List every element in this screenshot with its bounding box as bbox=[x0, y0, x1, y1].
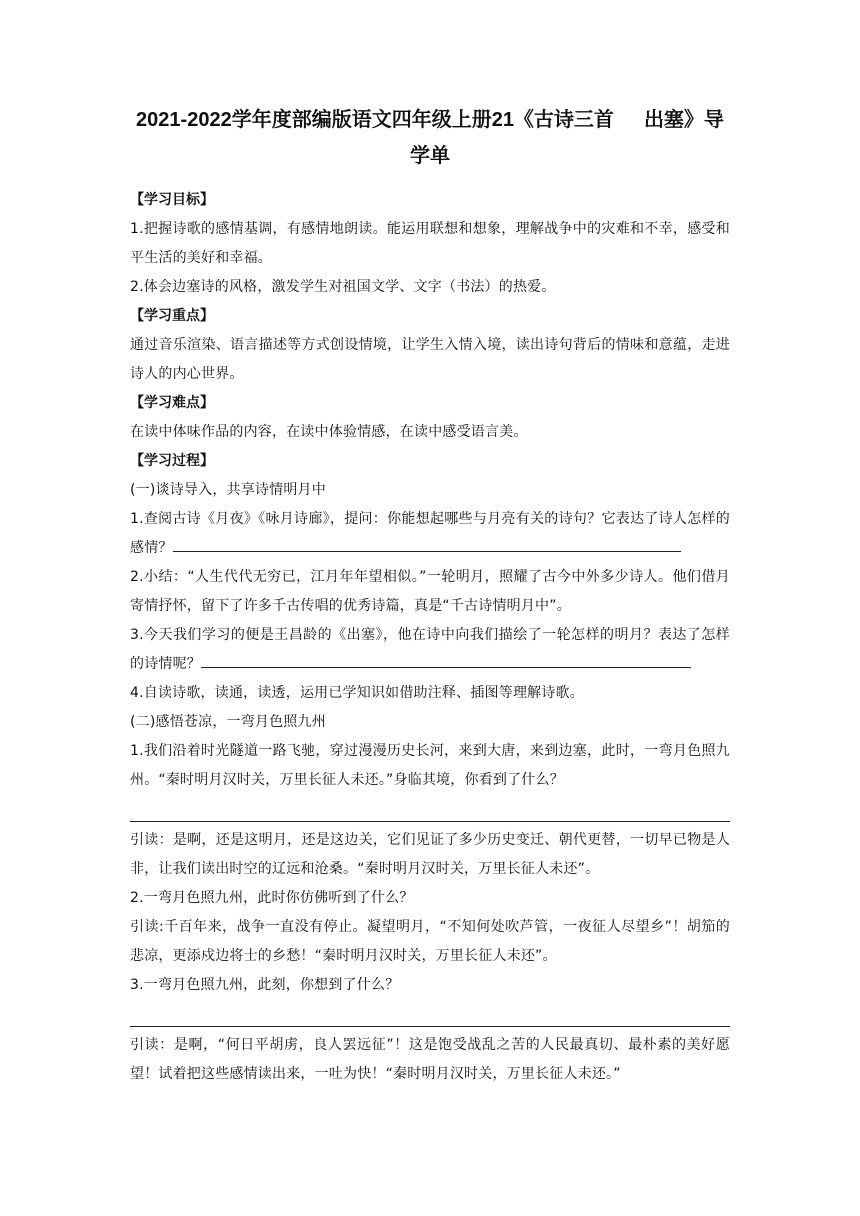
answer-blank-1-1[interactable] bbox=[173, 537, 681, 552]
goals-heading: 【学习目标】 bbox=[130, 192, 214, 208]
part2-heading: (二)感悟苍凉，一弯月色照九州 bbox=[130, 714, 326, 730]
goal-1: 1.把握诗歌的感情基调，有感情地朗读。能运用联想和想象，理解战争中的灾难和不幸，感受和平生活的美好和幸福。 bbox=[130, 221, 730, 266]
document-title bbox=[130, 102, 730, 174]
guide-2-3: 引读：是啊，“何日平胡虏，良人罢远征”！这是饱受战乱之苦的人民最真切、最朴素的美好愿望！试着把这些感情读出来，一吐为快！“秦时明月汉时关，万里长征人未还。” bbox=[130, 1037, 730, 1082]
guide-2-2: 引读:千百年来，战争一直没有停止。凝望明月，“不知何处吹芦管，一夜征人尽望乡”！胡笳的悲凉，更添戍边将士的乡愁！“秦时明月汉时关，万里长征人未还”。 bbox=[130, 919, 730, 964]
part1-heading: (一)谈诗导入，共享诗情明月中 bbox=[130, 482, 326, 498]
question-2-2: 2.一弯月色照九州，此时你仿佛听到了什么？ bbox=[130, 890, 414, 906]
question-1-3 bbox=[130, 621, 730, 679]
title-part1: 2021-2022学年度部编版语文四年级上册21《古诗三首 bbox=[136, 109, 614, 131]
answer-line-2-1[interactable] bbox=[130, 799, 730, 822]
answer-line-2-3[interactable] bbox=[130, 1004, 730, 1027]
difficulty-heading: 【学习难点】 bbox=[130, 395, 214, 411]
answer-blank-1-3[interactable] bbox=[201, 653, 691, 668]
title-line2: 学单 bbox=[410, 145, 450, 167]
difficulty-text: 在读中体味作品的内容，在读中体验情感，在读中感受语言美。 bbox=[130, 424, 528, 440]
goal-2: 2.体会边塞诗的风格，激发学生对祖国文学、文字（书法）的热爱。 bbox=[130, 279, 556, 295]
focus-heading: 【学习重点】 bbox=[130, 308, 214, 324]
question-1-1 bbox=[130, 505, 730, 563]
summary-1-2: 2.小结：“人生代代无穷已，江月年年望相似。”一轮明月，照耀了古今中外多少诗人。他们借月寄情抒怀，留下了许多千古传唱的优秀诗篇，真是“千古诗情明月中”。 bbox=[130, 569, 730, 614]
question-2-3: 3.一弯月色照九州，此刻，你想到了什么？ bbox=[130, 977, 400, 993]
document-page bbox=[130, 102, 730, 1089]
guide-2-1: 引读：是啊，还是这明月，还是这边关，它们见证了多少历史变迁、朝代更替，一切早已物是人非，让我们读出时空的辽远和沧桑。“秦时明月汉时关，万里长征人未还”。 bbox=[130, 832, 730, 877]
question-2-1: 1.我们沿着时光隧道一路飞驰，穿过漫漫历史长河，来到大唐，来到边塞，此时，一弯月色照九州。“秦时明月汉时关，万里长征人未还。”身临其境，你看到了什么？ bbox=[130, 743, 730, 788]
focus-text: 通过音乐渲染、语言描述等方式创设情境，让学生入情入境，读出诗句背后的情味和意蕴，走进诗人的内心世界。 bbox=[130, 337, 730, 382]
question-1-1-text: 1.查阅古诗《月夜》《咏月诗廊》，提问：你能想起哪些与月亮有关的诗句？它表达了诗人怎样的感情？ bbox=[130, 511, 730, 556]
process-heading: 【学习过程】 bbox=[130, 453, 214, 469]
question-1-3-text: 3.今天我们学习的便是王昌龄的《出塞》，他在诗中向我们描绘了一轮怎样的明月？表达了怎样的诗情呢？ bbox=[130, 627, 730, 672]
task-1-4: 4.自读诗歌，读通，读透，运用已学知识如借助注释、插图等理解诗歌。 bbox=[130, 685, 584, 701]
title-part2: 出塞》导 bbox=[643, 109, 724, 131]
